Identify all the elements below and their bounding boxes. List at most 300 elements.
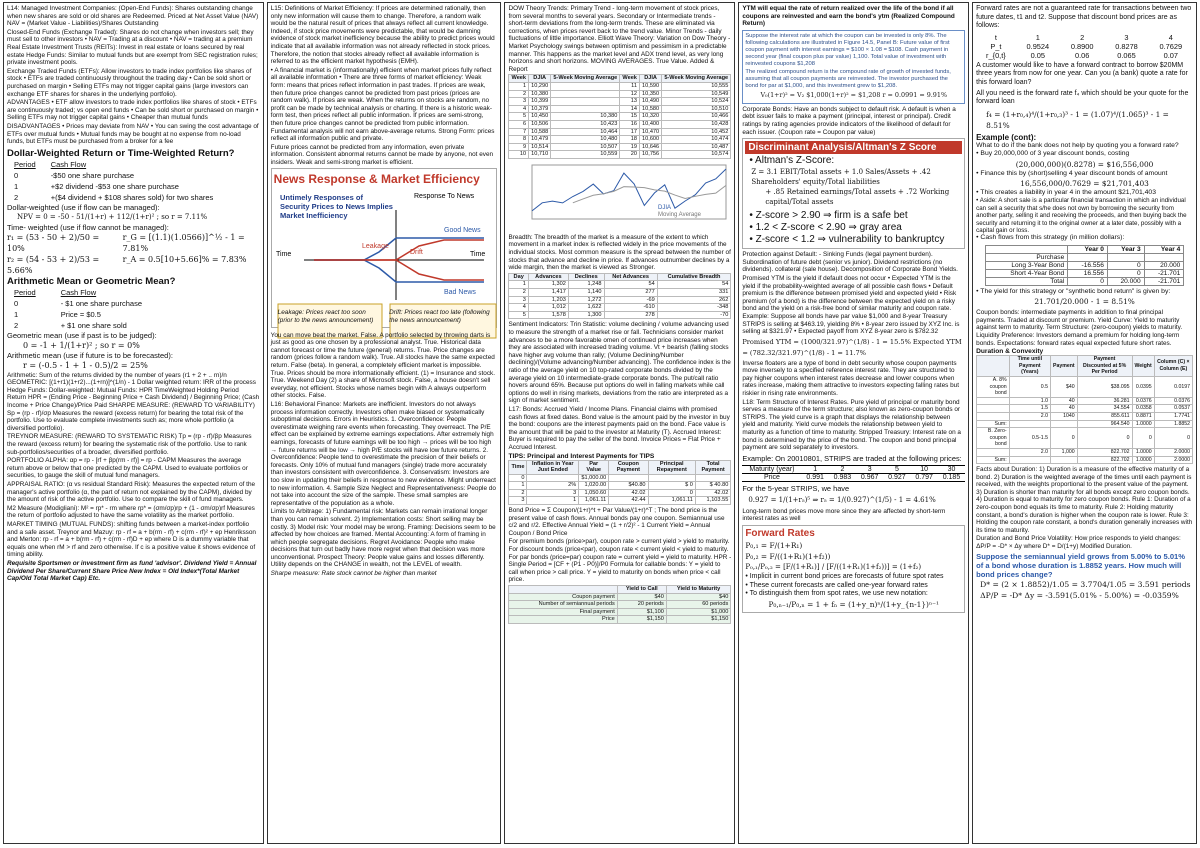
table-cell: 0.8278 <box>1115 41 1138 51</box>
table-header-cell: 4 <box>1168 32 1173 42</box>
table-cell: B. Zero-coupon bond <box>977 428 1010 449</box>
table-cell: -69 <box>604 296 657 304</box>
treynor-paragraph: TREYNOR MEASURE: (REWARD TO SYSTEMATIC RISK) Tp = (rp - rf)/βp Measures the reward (excess return) for bearing the systematic risk of the portfolio. Use to rank sub-portfolios/securities of a broader, diversified portfolio. <box>7 433 252 456</box>
table-cell: 10,559 <box>551 151 620 159</box>
col3-middle <box>508 321 731 451</box>
bond-price-paragraph: Bond Price = Σ Coupon/(1+r)^t + Par Value/(1+r)^T ; The bond price is the present value of cash flows. Annual bonds pay one coupon. Semiannual use c/2 and r/2. Effective Annual Yield = (1 + r/2)² - 1 Current Yield = Annual Coupon / Bond Price <box>508 507 725 537</box>
table-cell: 2.0000 <box>1154 456 1192 464</box>
table-row <box>985 261 1184 269</box>
table-cell: 10,466 <box>662 113 731 121</box>
f4-formula: f₄ = (1+r₀,₄)⁴/(1+r₀,₃)³ - 1 = (1.07)⁴/(1.065)³ - 1 = 8.51% <box>986 109 1169 130</box>
table-header-row <box>509 460 731 474</box>
table-cell: $1,000 <box>666 608 730 616</box>
table-cell <box>1068 253 1108 261</box>
table-cell <box>1051 456 1078 464</box>
table-cell: 1,248 <box>568 281 604 289</box>
ma-plot-frame <box>532 165 726 219</box>
table-cell: 5 <box>509 311 528 319</box>
forward-rates-slide <box>742 525 965 613</box>
table-cell: Sum: <box>977 456 1010 464</box>
table-header-cell: Week <box>620 75 640 83</box>
table-cell: 0.927 <box>883 473 910 481</box>
table-cell <box>527 474 579 482</box>
table-cell: Final payment <box>509 608 617 616</box>
five-yr-text: For the 5-year STRIPS, we have <box>742 483 850 493</box>
am-cell: 2 <box>14 320 19 330</box>
emh-more: Future prices cannot be predicted from any information, even private information. Consistent abnormal returns cannot be made by anyone, not even insiders. Weak and semi-strong market is efficient. <box>270 143 494 166</box>
behavioral-finance: L16: Behavioral Finance: Markets are inefficient. Investors do not always process information correctly. Investors often make biased or systematically suboptimal decisions. Errors in Heuristics. 1. Overconfidence: People overestimate weighing rare events when forecasting. They overreact. The P/E effect can be explained by extreme earnings expectations. After extremely high earnings, forecasts of future earnings will be too high → prices will be too high → future returns will be low → high P/E stocks will have low future returns. 2. Overconfidence: People tend to overestimate the precision of their beliefs or forecasts. Only 10% of mutual fund managers (single) trade more accurately than investors consistent with overconfidence. 3. Conservatism: Investors are too slow in updating their beliefs in response to new evidence. Might underreact to new information. 4. Sample Size Neglect and Representativeness: People do not take into account the size of the sample. These small samples are representative of the population as a whole. <box>270 401 496 507</box>
table-cell: 277 <box>604 289 657 297</box>
strips-table <box>742 465 965 482</box>
discount-bond-table <box>976 33 1193 60</box>
table-cell: 10 <box>509 151 529 159</box>
table-cell: 10,580 <box>639 105 661 113</box>
table-header-cell <box>509 586 617 594</box>
tw-r2: r₂ = (54 - 53 + 2)/53 = 5.66% <box>7 254 100 275</box>
table-cell: 10,479 <box>529 136 551 144</box>
table-cell <box>1051 420 1078 428</box>
table-row <box>509 593 731 601</box>
table-cell: 16.556 <box>1068 269 1108 277</box>
ex-f1: (20,000,000)(0.8278) = $16,556,000 <box>1015 159 1154 169</box>
table-cell: 1,000 <box>1051 448 1078 456</box>
table-row <box>977 412 1193 420</box>
callable-table <box>508 585 731 624</box>
fwd-f4: P₀,ₙ₋₁/P₀,ₙ = 1 + fₙ = (1+y_n)ⁿ/(1+y_{n-1})ⁿ⁻¹ <box>768 599 939 609</box>
table-cell: 0.0395 <box>1132 376 1154 397</box>
limits-to-arbitrage: Limits to Arbitrage: 1) Fundamental risk: Markets can remain irrational longer than you can remain solvent. 2) Implementation costs: Short selling may be costly. 3) Model risk: Your model may be wrong. Framing: Decisions seem to be affected by how choices are framed. Mental Accounting: A form of framing in which people segregate decisions. Regret Avoidance: People who make decisions that turn out badly have more regret when that decision was more unconventional. Prospect Theory: People value gains and losses differently. Utility depends on the CHANGE in wealth, not the LEVEL of wealth. <box>270 508 496 569</box>
table-cell: 0 <box>1107 261 1144 269</box>
table-cell <box>1144 253 1184 261</box>
table-cell: $40 <box>617 593 666 601</box>
ex-b6-text: The yield for this strategy or "synthetic bond return" is given by: <box>980 287 1171 295</box>
table-row <box>985 253 1184 261</box>
table-cell <box>551 82 620 90</box>
table-cell: 14 <box>620 105 640 113</box>
table-cell: 2 <box>509 289 528 297</box>
table-cell: 10,379 <box>529 105 551 113</box>
table-cell: 15 <box>620 113 640 121</box>
column-default-term-structure <box>738 2 969 844</box>
table-cell: 54 <box>604 281 657 289</box>
table-cell: $40.80 <box>609 482 648 490</box>
table-cell <box>551 90 620 98</box>
table-cell: 10,590 <box>639 82 661 90</box>
altman-head-text: Altman's Z-Score: <box>755 155 835 167</box>
table-cell: 0.797 <box>911 473 938 481</box>
altman-title: Discriminant Analysis/Altman's Z Score <box>745 141 962 154</box>
rc-box-text2: The realized compound return is the compound rate of growth of invested funds, assuming that all coupon payments are reinvested. The investor purchased the bond for par at $1,000, and this investment grew to $1,208. <box>745 68 951 89</box>
table-cell: 60 periods <box>666 601 730 609</box>
tw-ra: r_A = 0.5[10+5.66]% = 7.83% <box>122 254 247 264</box>
table-cell: 1,103.55 <box>695 497 730 505</box>
table-header-cell: 30 <box>938 465 965 473</box>
table-cell: 0.0376 <box>1154 397 1192 405</box>
table-row <box>509 311 731 319</box>
efficiency-truefalse: You can move beat the market. False. A portfolio selected by throwing darts is just as good as one chosen by a professional analyst. True. Historical data cannot forecast or time the future (general) returns. True. Price changes are random (prices follow a random walk). True. All stocks have the same expected return. False (beta). In general, a completely efficient market is impossible. True. Prices should be more informationally efficient. (1) = Insurance and stock. True. Weekend Day (2) a share of Microsoft stock. False, a house doesn't sell everyday, not efficient. Stocks whose names begin with A always outperform other stocks. False. <box>270 331 495 400</box>
table-cell: Price <box>509 616 617 624</box>
am-cell: 1 <box>14 309 19 319</box>
table-header-cell: Net Advances <box>604 273 657 281</box>
ex-bullet-4: • Aside: A short sale is a particular financial transaction in which an individual can sell a security that s/he does not own by borrowing the security from another party, selling it and receiving the proceeds, and then buying back the security and returning it to the original owner at a later date, possibly with a capital gain or loss. <box>976 197 1187 234</box>
table-row <box>509 608 731 616</box>
inverse-floater: Inverse floaters are a type of bond in debt security whose coupon payments move inversely to a specified reference interest rate. They are structured to pay higher coupons when interest rates decrease and lower coupons when rates increase, making them attractive to investors expecting falling rates but riskier in rising rate environments. <box>742 359 959 398</box>
untimely-label-2: Security Prices to News Implies <box>279 202 393 212</box>
untimely-label-1: Untimely Responses of <box>279 193 363 203</box>
table-header-cell: Time until Payment (Years) <box>1009 356 1050 377</box>
fwd-intro: Forward rates are not a guaranteed rate for transactions between two future dates, t1 and t2. Suppose that discount bond prices are as follows: <box>976 5 1192 30</box>
table-cell: 0.9524 <box>1026 41 1050 51</box>
table-cell: 34.554 <box>1077 405 1132 413</box>
table-cell: $1,000.00 <box>579 474 609 482</box>
table-cell: 1,300 <box>568 311 604 319</box>
table-header-cell: Par Value <box>579 460 609 474</box>
fwd-f3: P₀,₁/P₀,₂ = [F/(1+R₁)] / [F/((1+R₁)(1+f₂))] = (1+f₂) <box>745 563 922 571</box>
table-cell: 3 <box>509 296 528 304</box>
table-cell: 1,061.11 <box>579 497 609 505</box>
table-row <box>976 42 1193 51</box>
column-technical-analysis-bonds <box>504 2 735 844</box>
dollar-weighted-slide <box>7 148 260 371</box>
z-bullet-1: • Z-score > 2.90 ⇒ firm is a safe bet <box>749 210 908 222</box>
table-row <box>509 113 731 121</box>
table-cell: 1 <box>509 281 528 289</box>
table-row <box>509 304 731 312</box>
table-row <box>985 269 1184 277</box>
table-cell: 0.07 <box>1163 50 1179 60</box>
table-row <box>509 497 731 505</box>
rc-box-text: Suppose the interest rate at which the coupon can be invested is only 8%. The following calculations are illustrated in Figure 14.5, Panel B: Future value of first coupon payment with interest earnings = $100 × 1.08 = $108. Cash payment in second year (final coupon plus par value) 1,100. Total value of investment with reinvested coupons $1,208 <box>745 32 950 67</box>
table-cell: Purchase <box>985 253 1067 261</box>
duration-example: Suppose the semiannual yield grows from 5.00% to 5.01% of a bond whose duration is 1.8852 years. How much will bond prices change? <box>976 551 1186 579</box>
table-cell: 6 <box>509 120 529 128</box>
dw-cell: +($4 dividend + $108 shares sold) for two shares <box>50 192 214 202</box>
am-head-period: Period <box>14 287 36 297</box>
table-cell: 10,555 <box>662 82 731 90</box>
table-header-cell: Total Payment <box>695 460 730 474</box>
table-cell: 10,428 <box>662 120 731 128</box>
table-header-cell: 1 <box>1035 32 1040 42</box>
table-cell: 20 periods <box>617 601 666 609</box>
table-cell: 0 <box>1051 428 1078 449</box>
table-cell: 3 <box>509 98 529 106</box>
table-row <box>977 448 1193 456</box>
ex-b5-text: Cash flows from this strategy (in million dollars): <box>980 234 1125 242</box>
table-cell: -70 <box>657 311 731 319</box>
fwd-f1: P₀,₁ = F/(1+R₁) <box>745 541 803 550</box>
table-cell: 10,380 <box>529 90 551 98</box>
z-bullet-2: • 1.2 < Z-score < 2.90 ⇒ gray area <box>749 222 902 234</box>
table-header-row <box>742 465 965 473</box>
table-header-cell: Advances <box>528 273 568 281</box>
fwd-f2: P₀,₂ = F/((1+R₁)(1+f₂)) <box>745 552 831 561</box>
appraisal-paragraph: APPRAISAL RATIO: (α vs residual Standard Risk): Measures the expected return of the manager's active portfolio (α, the part of return not explained by the CAPM), divided by the amount of risk of the active portfolio. Use to compare the skill of fund managers. <box>7 481 256 504</box>
table-header-cell: Column (C) × Column (E) <box>1154 356 1192 377</box>
table-cell: A. 8% coupon bond <box>977 376 1010 397</box>
table-row <box>509 98 731 106</box>
drift-line-bad <box>314 260 484 280</box>
duration-title: Duration & Convexity <box>976 348 1044 356</box>
long-term-text: Long-term bond prices move more since they are affected by short-term interest rates as well <box>742 507 946 523</box>
table-header-row <box>985 245 1184 253</box>
table-cell: 10,646 <box>639 143 661 151</box>
table-row <box>509 296 731 304</box>
column-investment-companies <box>3 2 264 844</box>
table-cell: 1.8852 <box>1154 420 1192 428</box>
table-cell: 40 <box>1051 397 1078 405</box>
table-header-cell: 3 <box>1124 32 1129 42</box>
table-cell: 19 <box>620 143 640 151</box>
table-cell: 9 <box>509 143 529 151</box>
table-cell: 10,600 <box>639 136 661 144</box>
table-cell: $1,150 <box>617 616 666 624</box>
z-bullet-3: • Z-score < 1.2 ⇒ vulnerability to bankruptcy <box>749 234 945 246</box>
realized-compound-intro: YTM will equal the rate of return realized over the life of the bond if all coupons are reinvested and earn the bond's ytm (Realized Compound Return) <box>742 5 955 28</box>
table-cell: 1,272 <box>568 296 604 304</box>
modified-duration: Duration and Bond Price Volatility: How price responds to yield changes: ΔP/P = -D* × Δy where D* = D/(1+y) Modified Duration. <box>976 535 1181 551</box>
table-cell: 0 <box>1154 428 1192 449</box>
table-row <box>509 489 731 497</box>
dw-head-period: Period <box>14 159 36 169</box>
table-row <box>977 456 1193 464</box>
table-cell: 1,578 <box>528 311 568 319</box>
good-news-label: Good News <box>443 227 481 235</box>
table-header-cell: 2 <box>829 465 856 473</box>
tips-table <box>508 460 731 506</box>
ytm-paragraph: For premium bonds (price>par), coupon rate > current yield > yield to maturity. For discount bonds (price<par), coupon rate < current yield < yield to maturity. For par bonds (price=par) coupon rate = current yield = yield to maturity. HPR - Single Period = [CF + (P1 - P0)]/P0 Formula for callable bonds: Y = yield to call when price > call price. Y = yield to maturity on bonds when price < call price. <box>508 538 732 584</box>
table-cell <box>977 448 1010 456</box>
table-row <box>977 405 1193 413</box>
table-cell <box>695 474 730 482</box>
forward-rate-note: All you need is the forward rate f₄ which should be your quote for the forward loan <box>976 89 1189 106</box>
term-structure: L18: Term Structure of Interest Rates. Pure yield of principal or maturity bond serves a measure of the term structure; also known as zero-coupon bonds or STRIPS. The yield curve is a graph that displays the relationship between yield and maturity. Yield curve models the relationship between yield to maturity as a function of time to maturity. Stripped Treasury: Interest rate on a bond is determined by the price of the bond. The coupon and bond principal payment are sold separately to investors. <box>742 398 961 452</box>
table-cell: 0.991 <box>802 473 829 481</box>
table-cell: 10,506 <box>529 120 551 128</box>
table-cell: $1,150 <box>666 616 730 624</box>
table-header-cell: Inflation in Year Just Ended <box>527 460 579 474</box>
dstar-formula: D* = (2 × 1.8852)/1.05 = 3.7704/1.05 = 3.591 periods <box>980 579 1191 589</box>
legend-djia: DJIA <box>658 204 672 211</box>
duration-notes <box>976 466 1193 551</box>
table-header-cell: DJIA <box>529 75 551 83</box>
ex-bullet-5: • Cash flows from this strategy (in million dollars): <box>976 234 1125 242</box>
table-cell: 10,514 <box>529 143 551 151</box>
table-cell: 10,549 <box>662 90 731 98</box>
ar-formula: r = (-0.5 - 1 + 1 - 0.5)/2 = 25% <box>23 360 148 370</box>
table-cell: 8 <box>509 136 529 144</box>
ex-bullet-2: • Finance this by (short)selling 4 year discount bonds of amount <box>976 169 1168 177</box>
table-cell: 42.02 <box>695 489 730 497</box>
table-cell: 12 <box>620 90 640 98</box>
rc-box-formula: V₀(1+r)² = V₂ $1,000(1+r)² = $1,208 r = 0.0991 = 9.91% <box>760 90 948 99</box>
ex-b2-text: Finance this by (short)selling 4 year discount bonds of amount <box>980 169 1168 177</box>
table-row <box>509 601 731 609</box>
table-header-cell: Maturity (year) <box>742 465 801 473</box>
table-cell: 0.0197 <box>1154 376 1192 397</box>
dow-paragraph: DOW Theory Trends: Primary Trend - long-term movement of stock prices, from several months to several years. Secondary or Intermediate trends - short-term deviations from the long-term trends. These are eliminated via corrections, when prices revert back to the trend value. Minor Trends - daily fluctuations of little importance. Elliott Wave Theory: Variation on Dow Theory - Market Psychology swings between optimism and pessimism in a predictable manner. This happens as the market level and ADX trend level, as very long horizons and short horizons. MOVING AVERAGES. True Value. Added & Report <box>508 5 731 73</box>
table-cell: 11 <box>620 82 640 90</box>
table-cell: 0.967 <box>856 473 883 481</box>
table-cell: 1,020.00 <box>579 482 609 490</box>
table-cell: 0.0358 <box>1132 405 1154 413</box>
table-cell: 0.05 <box>1030 50 1046 60</box>
table-cell: 1.7741 <box>1154 412 1192 420</box>
table-cell: 10,507 <box>551 143 620 151</box>
m2-paragraph: M2 Measure (Modigliani): M² = rp* - rm where rp* = (σm/σp)rp + (1 - σm/σp)rf Measures the return of portfolio adjusted to have the same volatility as the market portfolio. <box>7 504 255 520</box>
tw-r1: r₁ = (53 - 50 + 2)/50 = 10% <box>7 232 100 253</box>
table-header-row <box>977 356 1193 377</box>
table-row <box>509 474 731 482</box>
gm-label: Geometric mean (use if past is to be judged): <box>7 330 157 340</box>
alpha-paragraph: PORTFOLIO ALPHA: αp = rp - [rf + βp(rm - rf)] = rp - CAPM Measures the average return above or below that one predicted by the CAPM. Used to evaluate portfolios or securities, to gauge the skill of mutual fund managers. <box>7 457 248 480</box>
table-cell: 0 <box>1077 428 1132 449</box>
etf-paragraph: Exchange Traded Funds (ETFs): Allow investors to trade index portfolios like shares of stock • ETFs are traded continuously throughout the trading day • Can be sold short or purchased on margin • Selling ETFs may not trigger capital gains (large investors can exchange ETF shares for shares in the underlying portfolio). <box>7 67 252 98</box>
table-cell: 1.0 <box>1009 397 1050 405</box>
table-cell: P_t <box>990 41 1002 51</box>
table-row <box>742 473 965 481</box>
table-cell: 10,588 <box>529 128 551 136</box>
ex-bullet-6: • The yield for this strategy or "synthetic bond return" is given by: <box>976 287 1171 295</box>
table-cell: 10,470 <box>639 128 661 136</box>
table-row <box>509 128 731 136</box>
table-cell: -21.701 <box>1144 277 1184 285</box>
table-cell: 964.540 <box>1077 420 1132 428</box>
table-cell: 16 <box>620 120 640 128</box>
table-cell: 4 <box>509 304 528 312</box>
table-cell: 0.5 <box>1009 376 1050 397</box>
table-header-cell: 10 <box>911 465 938 473</box>
bonds-paragraph: L17: Bonds: Accrued Yield / Income Plans. Financial claims with promised cash flows at fixed dates. Bond value is the amount paid by the investor in buy the bond: coupons are the interest payments paid on the bond. Face value is the amount that will be paid to the investor at Maturity (T). Accrued Interest: Buyer is required to pay the seller of the bond. Invoice Prices = Flat Price + Accrued Interest. <box>508 405 730 451</box>
dw-cell: +$2 dividend -$53 one share purchase <box>50 181 179 191</box>
dw-table <box>13 159 214 203</box>
table-cell: 0.8900 <box>1070 41 1094 51</box>
table-cell: 822.702 <box>1077 448 1132 456</box>
table-cell: Coupon payment <box>509 593 617 601</box>
table-cell: 1.0000 <box>1132 420 1154 428</box>
table-cell: 0.06 <box>1074 50 1090 60</box>
leakage-note: Leakage: Prices react too soon (prior to the news announcement) <box>277 309 374 325</box>
table-row <box>977 376 1193 397</box>
tw-formulas <box>7 232 260 276</box>
table-cell: -16.556 <box>1068 261 1108 269</box>
moving-average-line <box>573 185 726 202</box>
dw-cell: 2 <box>14 192 19 202</box>
fwd-b2: • These current forecasts are called one-year forward rates <box>745 581 928 589</box>
col4-middle <box>742 251 965 452</box>
table-cell: 0 <box>1107 269 1144 277</box>
table-header-cell: Year 0 <box>1068 245 1108 253</box>
table-cell <box>648 474 695 482</box>
table-cell: 2.0 <box>1009 448 1050 456</box>
ex-b1-text: Buy 20,000,000 of 3 year discount bonds, costing <box>980 150 1130 158</box>
table-header-cell: Payment <box>1051 356 1078 377</box>
table-cell: 20 <box>620 151 640 159</box>
table-header-row <box>976 33 1193 42</box>
corp-paragraph: Corporate Bonds: Have an bonds subject to default risk. A default is when a debt issuer fails to make a payment (principal, interest or principal). Credit ratings by rating agencies provide indicators of the likelihood of default for each issuer. (Coupon rate = Coupon par value) <box>742 105 956 136</box>
promised-formula: Promised YTM = (1000/321.97)^(1/8) - 1 = 15.5% Expected YTM = (782.32/321.97)^(1/8) - 1 = 11.7% <box>742 337 962 357</box>
dw-cell: 0 <box>14 170 19 180</box>
table-cell: 20.000 <box>1144 261 1184 269</box>
table-cell: $ 0 <box>648 482 695 490</box>
col2-footnote: Sharpe measure: Rate stock cannot be higher than market <box>270 570 437 578</box>
table-cell: 0.065 <box>1117 50 1136 60</box>
tw-rg: r_G = [(1.1)(1.0566)]^½ - 1 = 7.81% <box>122 232 245 253</box>
table-cell <box>977 397 1010 405</box>
time-before-label: Time <box>275 251 291 259</box>
table-row <box>509 281 731 289</box>
table-cell <box>551 98 620 106</box>
table-cell: 3 <box>509 497 527 505</box>
table-cell: 1,061.11 <box>648 497 695 505</box>
table-cell: 0.8871 <box>1132 412 1154 420</box>
ex-b4-text: Aside: A short sale is a particular financial transaction in which an individual can sell a security that s/he does not own by borrowing the security from another party, selling it and receiving the proceeds, and then buying back the security and returning it to the original owner at a later date, possibly with a capital gain or loss. <box>976 197 1187 234</box>
table-cell: 5 <box>509 113 529 121</box>
ar-label: Arithmetic mean (use if future is to be forecasted): <box>7 350 173 360</box>
table-row <box>509 120 731 128</box>
table-row <box>509 90 731 98</box>
table-cell: 2% <box>527 482 579 490</box>
table-cell: 1 <box>509 82 529 90</box>
gm-formula: 0 = -1 + 1/(1+r)² ; so r = 0% <box>23 340 140 350</box>
table-cell: 10,320 <box>639 113 661 121</box>
ex-f2: 16,556,000/0.7629 = $21,701,403 <box>1020 178 1149 188</box>
column-market-efficiency <box>267 2 502 844</box>
moving-average-chart <box>508 159 732 229</box>
table-cell: 0.5-1.5 <box>1009 428 1050 449</box>
bad-news-label: Bad News <box>443 289 476 297</box>
altman-slide <box>742 138 965 249</box>
table-cell: 2 <box>509 489 527 497</box>
table-cell: 1,012 <box>528 304 568 312</box>
table-cell: 10,490 <box>639 98 661 106</box>
table-cell: 0 <box>648 489 695 497</box>
table-cell: 7 <box>509 128 529 136</box>
altman-formula-2: + .85 Retained earnings/Total assets + .72 Working capital/Total assets <box>765 188 950 207</box>
fwd-b3: • To distinguish them from spot rates, we use new notation: <box>745 590 928 598</box>
table-cell: 1,622 <box>568 304 604 312</box>
news-chart-title: News Response & Market Efficiency <box>273 172 480 187</box>
good-news-line <box>314 238 484 260</box>
emh-forms: • A financial market is (informationally) efficient when market prices fully reflect all available information • There are three forms of market efficiency: Weak form: means that prices reflect information in past trades. If prices are weak, then future price changes cannot be predicted from past prices (prices are random walk). If prices are weak. When the returns on stocks are random, no profit can be made by technical analysis or charting. If there is a historic weak-form test, then prices reflect all public information. If prices are semi-strong, then future price changes cannot be predicted from public information. Fundamental analysis will not earn above-average returns. Strong Form: prices reflect all information public and private. <box>270 66 495 143</box>
breadth-text <box>508 234 731 272</box>
table-cell: 4 <box>509 105 529 113</box>
am-cell: + $1 one share sold <box>60 320 127 330</box>
table-cell: 2.0 <box>1009 412 1050 420</box>
table-cell: Total <box>985 277 1067 285</box>
table-cell: 10,423 <box>551 120 620 128</box>
corporate-bonds <box>742 106 965 136</box>
table-cell: Short 4-Year Bond <box>985 269 1067 277</box>
table-cell <box>551 105 620 113</box>
protect-paragraph: Protection against Default: - Sinking Funds (legal payment burden). Subordination of future debt (senior vs junior). Dividend restrictions (no dividends). collateral (sale house). Decomposition of Corporate Bond Yields. <box>742 251 958 274</box>
table-cell: 1040 <box>1051 412 1078 420</box>
table-header-cell: Week <box>509 75 529 83</box>
table-cell: -21.701 <box>1144 269 1184 277</box>
table-row <box>509 482 731 490</box>
table-row <box>509 289 731 297</box>
table-header-cell: Year 3 <box>1107 245 1144 253</box>
intro-paragraph: L14: Managed Investment Companies: (Open-End Funds): Shares outstanding change when new shares are sold or old shares are Redeemed. Priced at Net Asset Value (NAV) NAV = (Market Value - Liabilities)/Shares Outstanding <box>7 5 259 28</box>
price-change-formula: ΔP/P = -D* Δy = -3.591(5.01% - 5.00%) = -0.0359% <box>980 590 1179 600</box>
table-cell: 1,050.60 <box>579 489 609 497</box>
news-response-slide <box>271 168 498 327</box>
table-cell <box>977 405 1010 413</box>
fwd-b1-text: Implicit in current bond prices are forecasts of future spot rates <box>749 573 944 580</box>
table-cell: 54 <box>657 281 731 289</box>
z1-text: Z-score > 2.90 ⇒ firm is a safe bet <box>755 210 908 222</box>
col2-text-top <box>271 5 498 166</box>
table-cell: 10,464 <box>551 128 620 136</box>
